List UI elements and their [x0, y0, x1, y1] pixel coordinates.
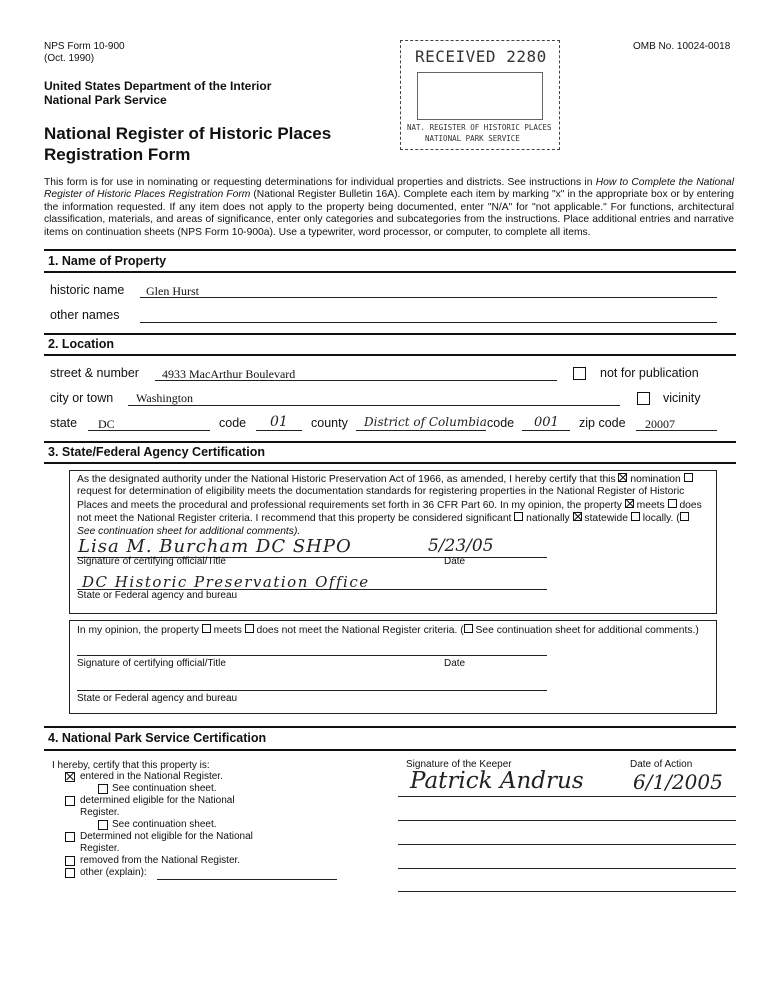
date-of-action-handwritten: 6/1/2005	[633, 770, 723, 794]
removed-checkbox[interactable]	[65, 856, 75, 866]
historic-name-label: historic name	[50, 283, 125, 297]
state-code-label: code	[219, 416, 247, 430]
stamp-date-box	[417, 72, 543, 120]
section-4-heading: 4. National Park Service Certification	[48, 731, 267, 745]
street-label: street & number	[50, 366, 139, 380]
other-names-line	[140, 322, 717, 323]
vicinity-label: vicinity	[663, 391, 701, 405]
certification-text: As the designated authority under the National Historic Preservation Act of 1966, as amended, I hereby certify that this nomination request for determination of eligibility meets the documentation standards for registering properties in the National Register of Historic Places and meets the procedural and professional requirements set forth in 36 CFR Part 60. In my opinion, the property meets does not meet the National Register criteria. I recommend that this property be considered significant nationally statewide locally. ( See continuation sheet for additional comments).	[77, 474, 702, 537]
stamp-line-2: NATIONAL PARK SERVICE	[425, 134, 520, 143]
stamp-received: RECEIVED 2280	[415, 47, 547, 66]
other-checkbox[interactable]	[65, 868, 75, 878]
city-value[interactable]: Washington	[136, 391, 194, 405]
keeper-line-2	[398, 820, 736, 821]
opinion-does-not-meet-checkbox[interactable]	[245, 624, 254, 633]
keeper-label: Signature of the Keeper	[406, 759, 512, 770]
keeper-line-5	[398, 891, 736, 892]
section-rule	[44, 749, 736, 751]
keeper-line-3	[398, 844, 736, 845]
nationally-checkbox[interactable]	[514, 512, 523, 521]
county-code-label: code	[487, 416, 515, 430]
form-number: NPS Form 10-900	[44, 41, 125, 52]
city-label: city or town	[50, 391, 114, 405]
other-label: other (explain):	[80, 867, 147, 878]
does-not-meet-checkbox[interactable]	[668, 499, 677, 508]
agency-handwritten: DC Historic Preservation Office	[82, 573, 370, 591]
removed-label: removed from the National Register.	[80, 855, 241, 866]
state-line	[88, 430, 210, 431]
stamp-line-1: NAT. REGISTER OF HISTORIC PLACES	[407, 123, 552, 132]
state-label: state	[50, 416, 78, 430]
section-3-heading: 3. State/Federal Agency Certification	[48, 445, 265, 459]
street-value[interactable]: 4933 MacArthur Boulevard	[162, 367, 296, 381]
entered-label: entered in the National Register.	[80, 771, 223, 782]
register-label-2: Register.	[80, 843, 120, 854]
zip-line	[636, 430, 717, 431]
keeper-line-1	[398, 796, 736, 797]
determined-eligible-label: determined eligible for the National	[80, 795, 235, 806]
service: National Park Service	[44, 93, 167, 107]
keeper-line-4	[398, 868, 736, 869]
historic-name-line	[140, 297, 717, 298]
continuation-checkbox[interactable]	[680, 512, 689, 521]
county-code-line	[522, 430, 570, 431]
zip-label: zip code	[579, 416, 626, 430]
not-for-publication-checkbox[interactable]	[573, 367, 586, 380]
not-eligible-label: Determined not eligible for the National	[80, 831, 253, 842]
not-eligible-checkbox[interactable]	[65, 832, 75, 842]
section-rule	[44, 462, 736, 464]
nomination-checkbox[interactable]	[618, 473, 627, 482]
section-rule	[44, 271, 736, 273]
locally-checkbox[interactable]	[631, 512, 640, 521]
other-line	[157, 879, 337, 880]
certifying-date-handwritten: 5/23/05	[428, 536, 494, 556]
date-of-action-label: Date of Action	[630, 759, 693, 770]
form-title-1: National Register of Historic Places	[44, 124, 332, 143]
county-value[interactable]: District of Columbia	[364, 415, 487, 429]
opinion-text: In my opinion, the property meets does not meet the National Register criteria. ( See continuation sheet for additional comments.)	[77, 625, 699, 636]
historic-name-value[interactable]: Glen Hurst	[146, 284, 199, 298]
signature-line-2	[77, 655, 547, 656]
zip-value[interactable]: 20007	[645, 417, 675, 431]
determined-eligible-checkbox[interactable]	[65, 796, 75, 806]
statewide-checkbox[interactable]	[573, 512, 582, 521]
state-code-line	[256, 430, 302, 431]
section-rule	[44, 333, 736, 335]
department: United States Department of the Interior	[44, 79, 272, 93]
section-rule	[44, 249, 736, 251]
city-line	[128, 405, 620, 406]
instructions-paragraph: This form is for use in nominating or requesting determinations for individual properties and districts. See instructions in How to Complete the National Register of Historic Places Registration Form (National Register Bulletin 16A). Complete each item by marking "x" in the appropriate box or by entering the information requested. If any item does not apply to the property being documented, enter "N/A" for "not applicable." For functions, architectural classification, materials, and areas of significance, enter only categories and subcategories from the instructions. Place additional entries and narrative items on continuation sheets (NPS Form 10-900a). Use a typewriter, word processor, or computer, to complete all items.	[44, 177, 734, 238]
register-label-1: Register.	[80, 807, 120, 818]
state-code-value[interactable]: 01	[270, 414, 288, 430]
entered-checkbox[interactable]	[65, 772, 75, 782]
agency-label-2: State or Federal agency and bureau	[77, 693, 238, 704]
other-names-label: other names	[50, 308, 120, 322]
received-stamp	[400, 40, 560, 150]
county-label: county	[311, 416, 348, 430]
date-label-2: Date	[444, 658, 466, 669]
section-2-heading: 2. Location	[48, 337, 114, 351]
certifying-official-signature: Lisa M. Burcham DC SHPO	[78, 536, 352, 557]
hereby-text: I hereby, certify that this property is:	[52, 760, 210, 771]
request-checkbox[interactable]	[684, 473, 693, 482]
section-rule	[44, 441, 736, 443]
meets-checkbox[interactable]	[625, 499, 634, 508]
form-date: (Oct. 1990)	[44, 53, 95, 64]
see-continuation-checkbox-2[interactable]	[98, 820, 108, 830]
section-1-heading: 1. Name of Property	[48, 254, 167, 268]
signature-label: Signature of certifying official/Title	[77, 556, 226, 567]
county-code-value[interactable]: 001	[534, 415, 559, 430]
see-continuation-label-2: See continuation sheet.	[112, 819, 217, 830]
form-title-2: Registration Form	[44, 145, 191, 164]
section-rule	[44, 354, 736, 356]
date-label: Date	[444, 556, 466, 567]
county-line	[356, 430, 486, 431]
agency-line-2	[77, 690, 547, 691]
agency-label: State or Federal agency and bureau	[77, 590, 238, 601]
signature-label-2: Signature of certifying official/Title	[77, 658, 226, 669]
see-continuation-label-1: See continuation sheet.	[112, 783, 217, 794]
omb-number: OMB No. 10024-0018	[633, 41, 731, 52]
street-line	[155, 380, 557, 381]
state-value[interactable]: DC	[98, 417, 115, 431]
not-for-publication-label: not for publication	[600, 366, 699, 380]
vicinity-checkbox[interactable]	[637, 392, 650, 405]
section-rule	[44, 726, 736, 728]
opinion-meets-checkbox[interactable]	[202, 624, 211, 633]
opinion-continuation-checkbox[interactable]	[464, 624, 473, 633]
keeper-signature: Patrick Andrus	[410, 768, 584, 794]
see-continuation-checkbox-1[interactable]	[98, 784, 108, 794]
